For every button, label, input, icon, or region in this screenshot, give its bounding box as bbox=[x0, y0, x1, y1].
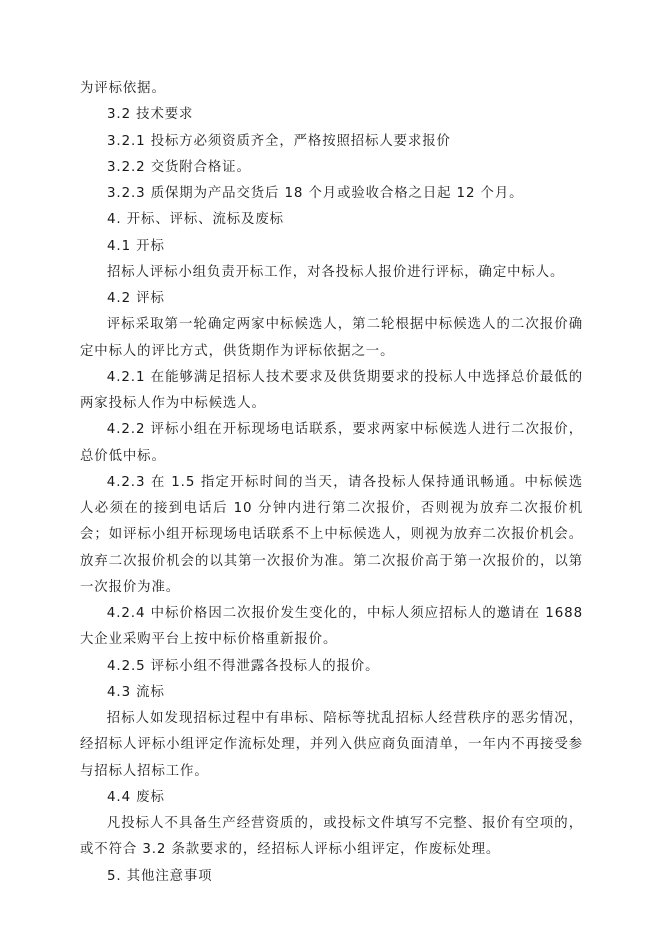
section-heading-4: 4. 开标、评标、流标及废标 bbox=[107, 212, 284, 228]
clause-4-2-5: 4.2.5 评标小组不得泄露各投标人的报价。 bbox=[107, 658, 380, 674]
paragraph-4-2: 评标采取第一轮确定两家中标候选人，第二轮根据中标候选人的二次报价确定中标人的评比方式，供货期作为评标依据之一。 bbox=[80, 317, 583, 359]
clause-4-2-4: 4.2.4 中标价格因二次报价发生变化的，中标人须应招标人的邀请在 1688 大企业采购平台上按中标价格重新报价。 bbox=[80, 606, 583, 648]
document-page bbox=[80, 76, 583, 890]
clause-4-2-1: 4.2.1 在能够满足招标人技术要求及供货期要求的投标人中选择总价最低的两家投标人作为中标候选人。 bbox=[80, 369, 583, 411]
clause-3-2-1: 3.2.1 投标方必须资质齐全，严格按照招标人要求报价 bbox=[107, 133, 451, 149]
paragraph-4-4: 凡投标人不具备生产经营资质的，或投标文件填写不完整、报价有空项的，或不符合 3.2 条款要求的，经招标人评标小组评定，作废标处理。 bbox=[80, 816, 583, 858]
continuation-text: 为评标依据。 bbox=[80, 81, 166, 96]
section-heading-5: 5. 其他注意事项 bbox=[107, 868, 213, 884]
clause-4-2-3: 4.2.3 在 1.5 指定开标时间的当天，请各投标人保持通讯畅通。中标候选人必须在的接到电话后 10 分钟内进行第二次报价，否则视为放弃二次报价机会；如评标小组开标现场电话联系不上中标候选人，则视为放弃二次报价机会。放弃二次报价机会的以其第一次报价为准。第二次报价高于第一次报价的，以第一次报价为准。 bbox=[80, 474, 583, 595]
section-heading-4-3: 4.3 流标 bbox=[107, 684, 165, 700]
section-heading-4-2: 4.2 评标 bbox=[107, 291, 165, 306]
section-heading-4-1: 4.1 开标 bbox=[107, 238, 165, 254]
section-heading-3-2: 3.2 技术要求 bbox=[107, 107, 194, 123]
section-heading-4-4: 4.4 废标 bbox=[107, 789, 165, 805]
paragraph-4-3: 招标人如发现招标过程中有串标、陪标等扰乱招标人经营秩序的恶劣情况，经招标人评标小组评定作流标处理，并列入供应商负面清单，一年内不再接受参与招标人招标工作。 bbox=[80, 711, 583, 779]
clause-3-2-3: 3.2.3 质保期为产品交货后 18 个月或验收合格之日起 12 个月。 bbox=[107, 186, 524, 201]
clause-4-2-2: 4.2.2 评标小组在开标现场电话联系，要求两家中标候选人进行二次报价，总价低中标。 bbox=[80, 422, 583, 464]
paragraph-4-1: 招标人评标小组负责开标工作，对各投标人报价进行评标，确定中标人。 bbox=[107, 264, 565, 280]
clause-3-2-2: 3.2.2 交货附合格证。 bbox=[107, 159, 251, 175]
